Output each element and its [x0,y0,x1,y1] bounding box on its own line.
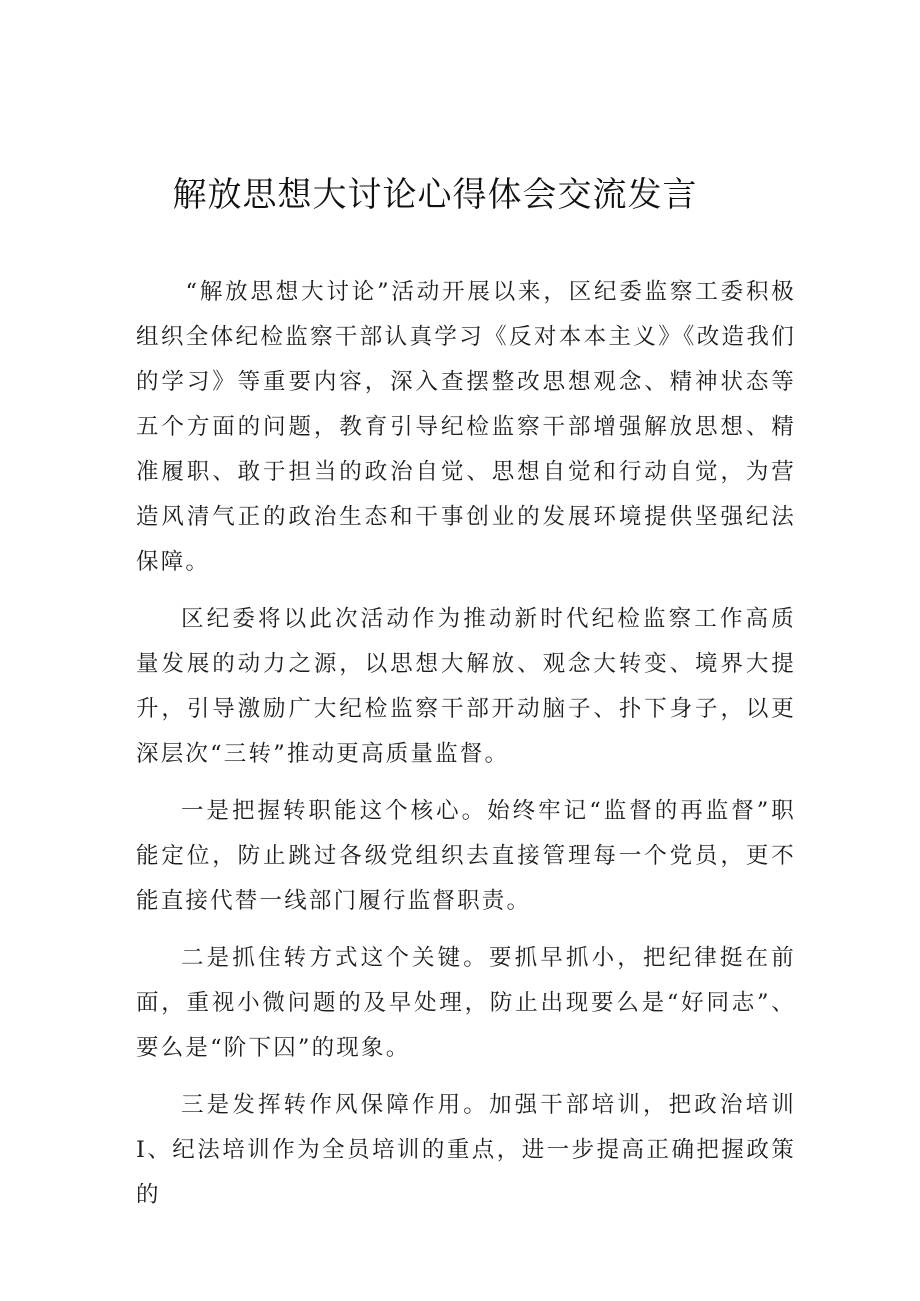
paragraph-plan: 区纪委将以此次活动作为推动新时代纪检监察工作高质量发展的动力之源，以思想大解放、观念大转变、境界大提升，引导激励广大纪检监察干部开动脑子、扑下身子，以更深层次“三转”推动更高质量监督。 [136,606,796,767]
paragraph-point-three: 三是发挥转作风保障作用。加强干部培训，把政治培训I、纪法培训作为全员培训的重点，进一步提高正确把握政策的 [136,1092,796,1208]
paragraph-intro: “解放思想大讨论”活动开展以来，区纪委监察工委积极组织全体纪检监察干部认真学习《反对本本主义》《改造我们的学习》等重要内容，深入查摆整改思想观念、精神状态等五个方面的问题，教育引导纪检监察干部增强解放思想、精准履职、敢于担当的政治自觉、思想自觉和行动自觉，为营造风清气正的政治生态和干事创业的发展环境提供坚强纪法保障。 [136,279,796,575]
paragraph-point-two: 二是抓住转方式这个关键。要抓早抓小，把纪律挺在前面，重视小微问题的及早处理，防止出现要么是“好同志”、要么是“阶下囚”的现象。 [136,945,796,1061]
document-body [136,270,796,1230]
document-title: 解放思想大讨论心得体会交流发言 [172,175,698,215]
paragraph-point-one: 一是把握转职能这个核心。始终牢记“监督的再监督”职能定位，防止跳过各级党组织去直接管理每一个党员，更不能直接代替一线部门履行监督职责。 [136,798,796,914]
